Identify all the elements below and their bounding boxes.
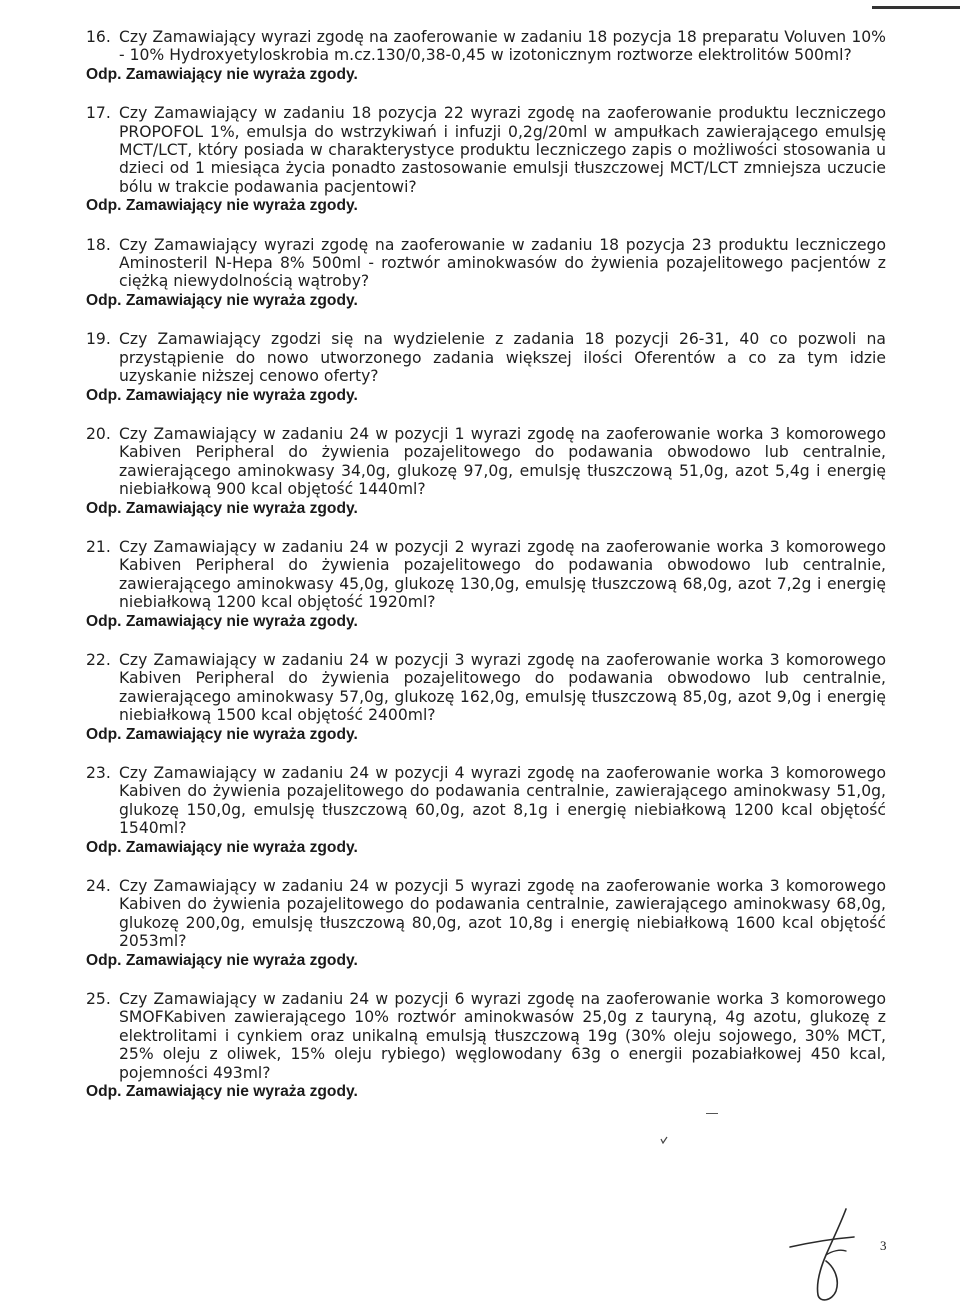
question-text: Czy Zamawiający w zadaniu 18 pozycja 22 wyrazi zgodę na zaoferowanie produktu leczniczego PROPOFOL 1%, emulsja do wstrzykiwań i infuzji 0,2g/20ml w ampułkach zawierającego emulsję MCT/LCT, który posiada w charakterystyce produktu leczniczego zapis o możliwości stosowania u dzieci od 1 miesiąca życia ponadto zastosowanie emulsji tłuszczowej MCT/LCT zmniejsza uczucie bólu w trakcie podawania pacjentowi? bbox=[119, 104, 886, 196]
question-number: 19. bbox=[86, 330, 111, 349]
question-item bbox=[86, 764, 886, 857]
answer-text: Odp. Zamawiający nie wyraża zgody. bbox=[86, 612, 358, 630]
top-edge-rule bbox=[872, 6, 960, 9]
answer-text: Odp. Zamawiający nie wyraża zgody. bbox=[86, 197, 358, 215]
answer-text: Odp. Zamawiający nie wyraża zgody. bbox=[86, 725, 358, 743]
question-text: Czy Zamawiający zgodzi się na wydzielenie z zadania 18 pozycji 26-31, 40 co pozwoli na przystąpienie do nowo utworzonego zadania większej ilości Oferentów a co za tym idzie uzyskanie niższej cenowo oferty? bbox=[119, 330, 886, 386]
question-number: 21. bbox=[86, 537, 111, 556]
question-item bbox=[86, 990, 886, 1101]
answer-text: Odp. Zamawiający nie wyraża zgody. bbox=[86, 386, 358, 404]
question-number: 25. bbox=[86, 990, 111, 1009]
answer-text: Odp. Zamawiający nie wyraża zgody. bbox=[86, 499, 358, 517]
answer-text: Odp. Zamawiający nie wyraża zgody. bbox=[86, 1083, 358, 1101]
question-item bbox=[86, 425, 886, 518]
question-body bbox=[86, 990, 886, 1101]
question-number: 22. bbox=[86, 650, 111, 669]
question-text: Czy Zamawiający wyrazi zgodę na zaoferowanie w zadaniu 18 pozycja 23 produktu leczniczego Aminosteril N-Hepa 8% 500ml - roztwór aminokwasów do żywienia pozajelitowego pacjentów z ciężką niewydolnością wątroby? bbox=[119, 235, 886, 291]
ink-dash-mark bbox=[706, 1112, 718, 1115]
question-number: 17. bbox=[86, 104, 111, 123]
question-item bbox=[86, 877, 886, 970]
question-text: Czy Zamawiający w zadaniu 24 w pozycji 1 wyrazi zgodę na zaoferowanie worka 3 komorowego Kabiven Peripheral do żywienia pozajelitowego do podawania obwodowo lub centralnie, zawierającego aminokwasy 34,0g, glukozę 97,0g, emulsję tłuszczową 51,0g, azot 5,4g i energię niebiałkową 900 kcal objętość 1440ml? bbox=[119, 424, 886, 499]
answer-text: Odp. Zamawiający nie wyraża zgody. bbox=[86, 951, 358, 969]
question-text: Czy Zamawiający w zadaniu 24 w pozycji 5 wyrazi zgodę na zaoferowanie worka 3 komorowego Kabiven do żywienia pozajelitowego do podawania centralnie, zawierającego aminokwasy 68,0g, glukozę 200,0g, emulsję tłuszczową 80,0g, azot 10,8g i energię niebiałkową 1600 kcal objętość 2053ml? bbox=[119, 877, 886, 951]
question-item bbox=[86, 651, 886, 744]
question-number: 18. bbox=[86, 235, 111, 254]
question-text: Czy Zamawiający w zadaniu 24 w pozycji 6 wyrazi zgodę na zaoferowanie worka 3 komorowego SMOFKabiven zawierającego 10% roztwór aminokwasów 25,0g z tauryną, 4g azotu, glukozę z elektrolitami i cynkiem oraz unikalną emulsją tłuszczową 19g (30% oleju sojowego, 30% MCT, 25% oleju z oliwek, 15% oleju rybiego) węglowodany 63g o energii pozabiałkowej 450 kcal, pojemności 493ml? bbox=[119, 990, 886, 1082]
question-item bbox=[86, 104, 886, 215]
question-item bbox=[86, 538, 886, 631]
question-number: 23. bbox=[86, 764, 111, 782]
page-number: 3 bbox=[880, 1238, 887, 1253]
answer-text: Odp. Zamawiający nie wyraża zgody. bbox=[86, 291, 358, 309]
question-number: 20. bbox=[86, 424, 111, 443]
question-item bbox=[86, 330, 886, 405]
question-text: Czy Zamawiający w zadaniu 24 w pozycji 3 wyrazi zgodę na zaoferowanie worka 3 komorowego Kabiven Peripheral do żywienia pozajelitowego do podawania obwodowo lub centralnie, zawierającego aminokwasy 57,0g, glukozę 162,0g, emulsję tłuszczową 85,0g, azot 9,0g i energię niebiałkową 1500 kcal objętość 2400ml? bbox=[119, 650, 886, 725]
question-text: Czy Zamawiający w zadaniu 24 w pozycji 2 wyrazi zgodę na zaoferowanie worka 3 komorowego Kabiven Peripheral do żywienia pozajelitowego do podawania obwodowo lub centralnie, zawierającego aminokwasy 45,0g, glukozę 130,0g, emulsję tłuszczową 68,0g, azot 7,2g i energię niebiałkową 1200 kcal objętość 1920ml? bbox=[119, 537, 886, 612]
question-item bbox=[86, 236, 886, 311]
question-number: 24. bbox=[86, 877, 111, 896]
answer-text: Odp. Zamawiający nie wyraża zgody. bbox=[86, 838, 358, 856]
question-item bbox=[86, 28, 886, 84]
question-body bbox=[86, 235, 886, 311]
ink-tick-mark bbox=[660, 1136, 668, 1144]
question-text: Czy Zamawiający w zadaniu 24 w pozycji 4 wyrazi zgodę na zaoferowanie worka 3 komorowego Kabiven do żywienia pozajelitowego do podawania centralnie, zawierającego aminokwasy 51,0g, glukozę 150,0g, emulsję tłuszczową 60,0g, azot 8,1g i energię niebiałkową 1200 kcal objętość 1540ml? bbox=[119, 764, 886, 838]
handwritten-signature bbox=[782, 1205, 866, 1305]
question-body bbox=[86, 877, 886, 970]
question-list bbox=[86, 28, 886, 1122]
answer-text: Odp. Zamawiający nie wyraża zgody. bbox=[86, 65, 358, 83]
question-number: 16. bbox=[86, 28, 111, 46]
question-text: Czy Zamawiający wyrazi zgodę na zaoferowanie w zadaniu 18 pozycja 18 preparatu Voluven 10% - 10% Hydroxyetyloskrobia m.cz.130/0,38-0,45 w izotonicznym roztworze elektrolitów 500ml? bbox=[119, 28, 886, 65]
